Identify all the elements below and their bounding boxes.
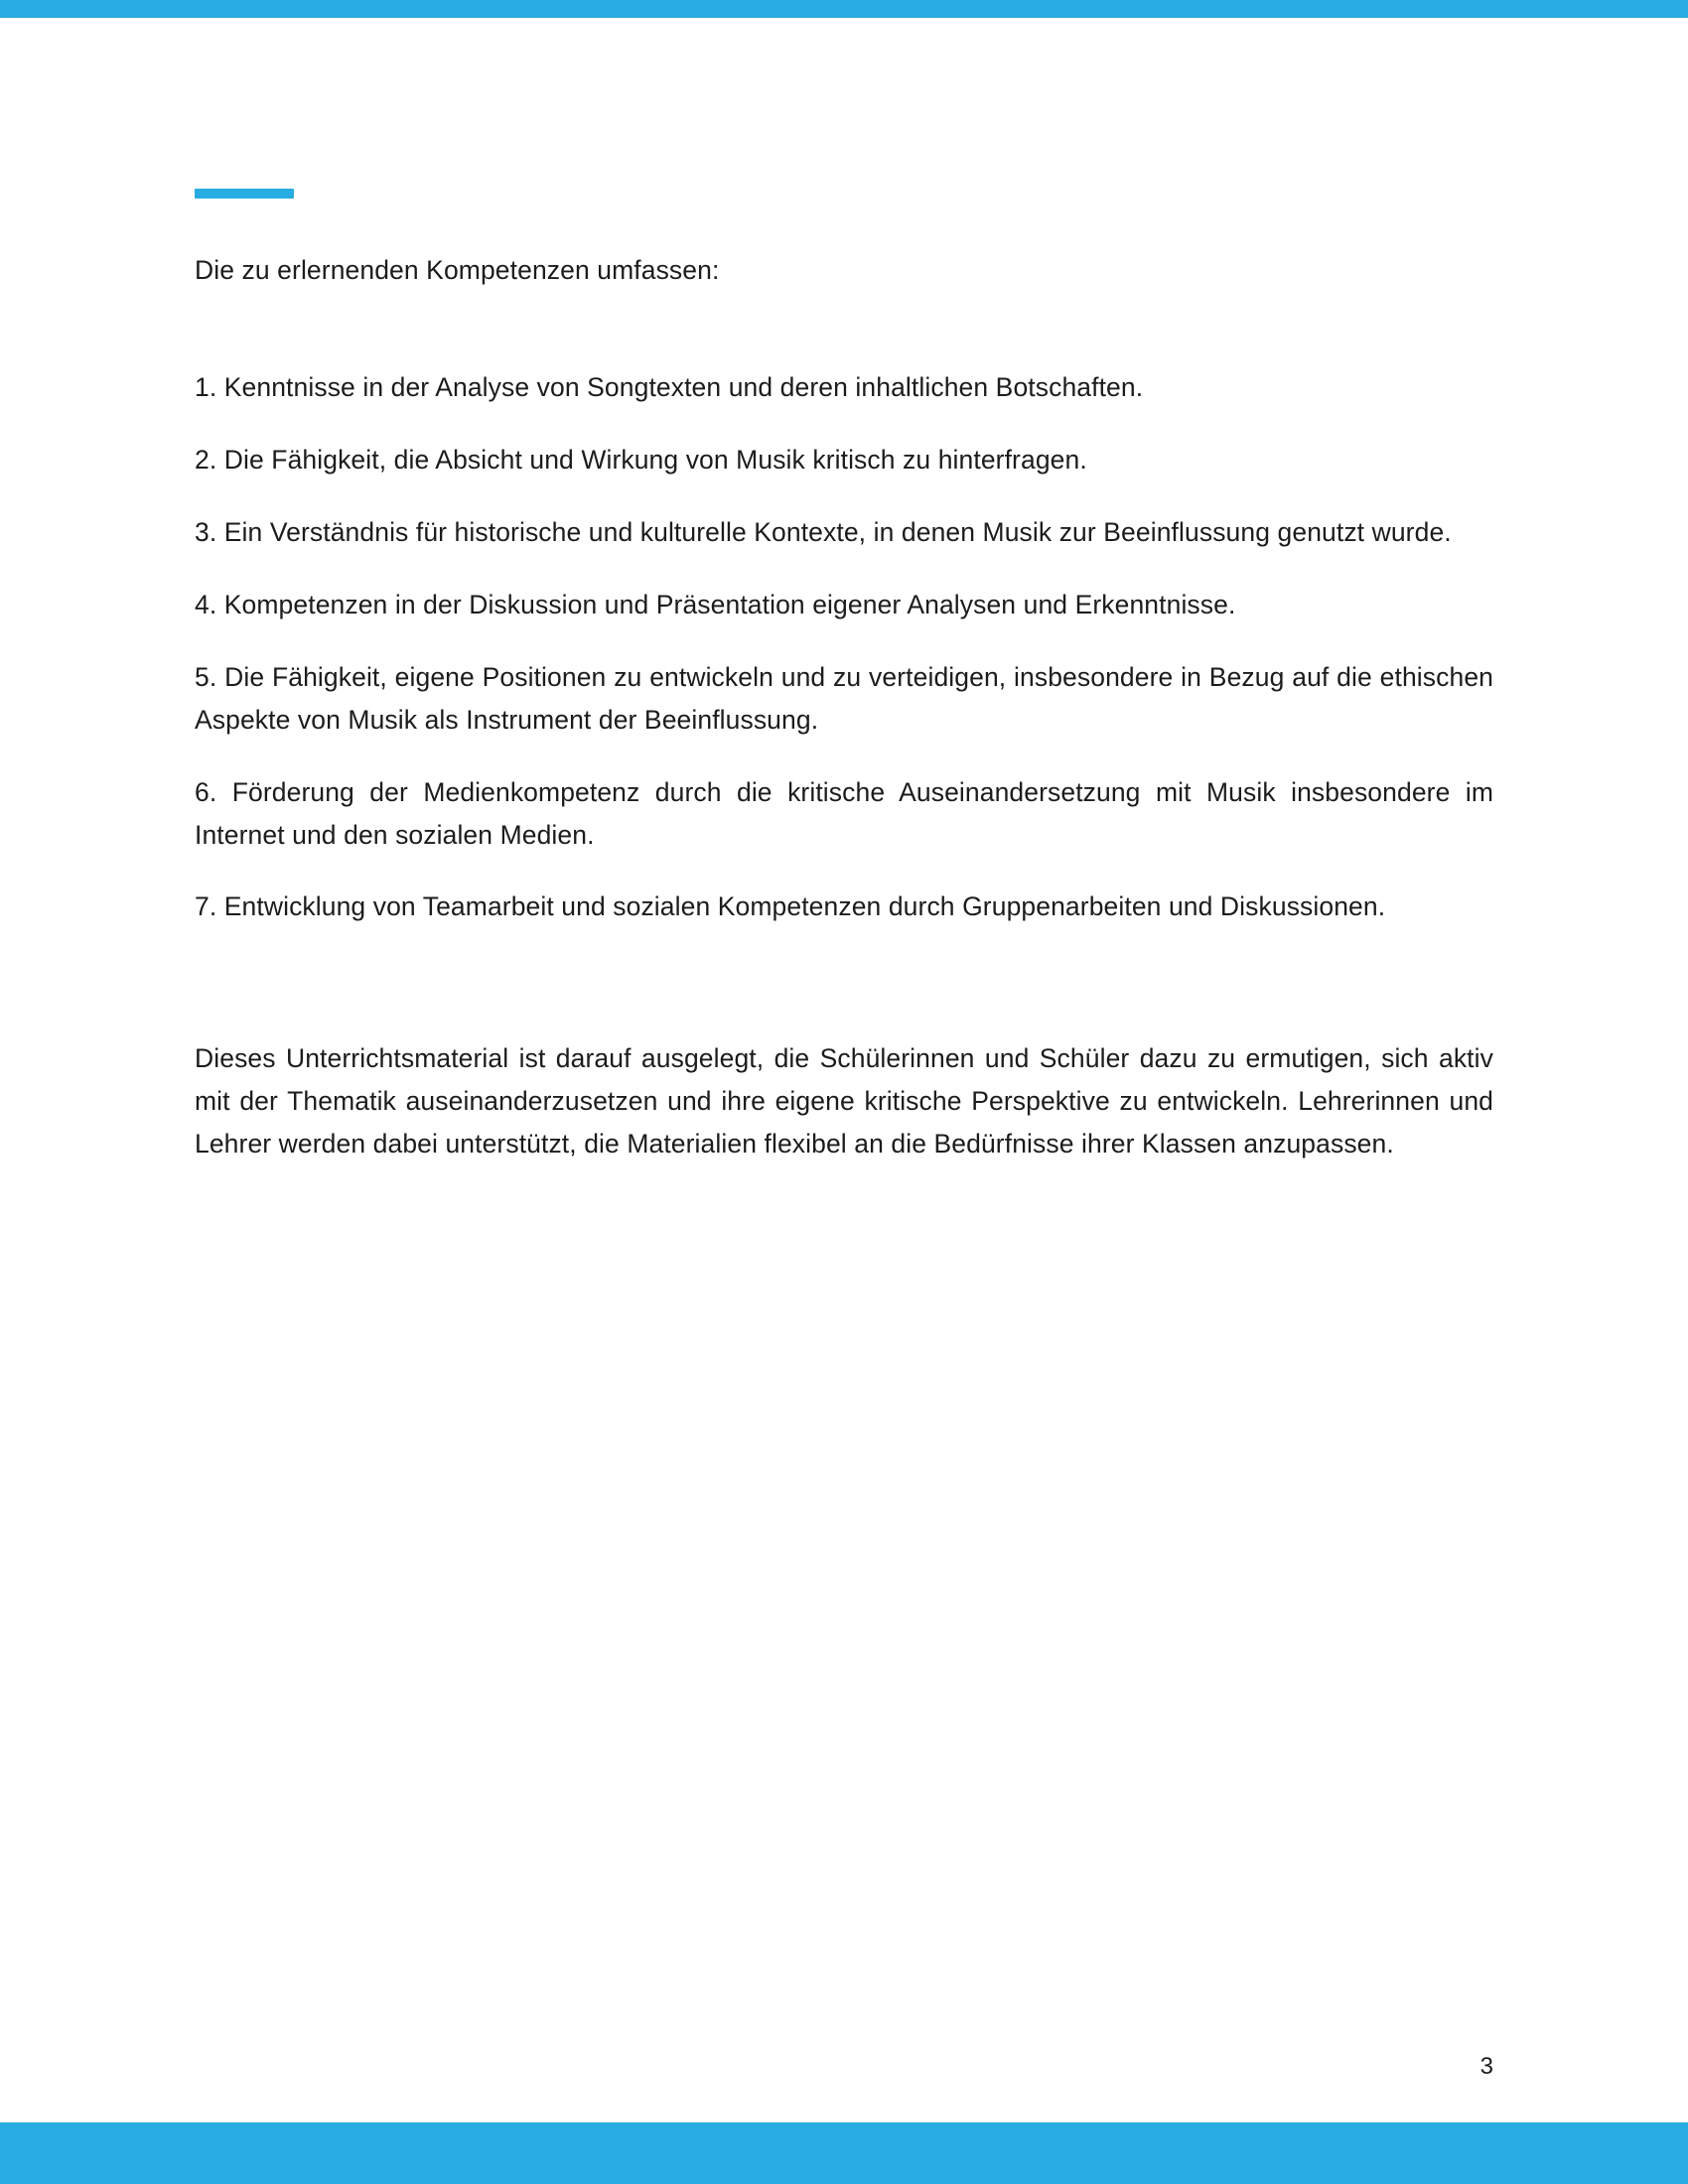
top-accent-bar [0,0,1688,18]
bottom-accent-bar [0,2122,1688,2184]
content-column [195,18,1493,2122]
list-item: 5. Die Fähigkeit, eigene Positionen zu entwickeln und zu verteidigen, insbesondere in Bezug auf die ethischen Aspekte von Musik als Instrument der Beeinflussung. [195,661,1493,735]
competency-list [195,366,1493,928]
lead-paragraph: Die zu erlernenden Kompetenzen umfassen: [195,255,720,285]
closing-paragraph: Dieses Unterrichtsmaterial ist darauf ausgelegt, die Schülerinnen und Schüler dazu zu ermutigen, sich aktiv mit der Thematik auseinanderzusetzen und ihre eigene kritische Perspektive zu entwickeln. Lehrerinnen und Lehrer werden dabei unterstützt, die Materialien flexibel an die Bedürfnisse ihrer Klassen anzupassen. [195,1043,1493,1160]
list-item: 2. Die Fähigkeit, die Absicht und Wirkung von Musik kritisch zu hinterfragen. [195,444,1087,475]
section-accent-rule [195,189,294,199]
list-item: 7. Entwicklung von Teamarbeit und sozialen Kompetenzen durch Gruppenarbeiten und Diskussionen. [195,891,1386,922]
page-number: 3 [1479,2053,1493,2080]
list-item: 3. Ein Verständnis für historische und kulturelle Kontexte, in denen Musik zur Beeinflussung genutzt wurde. [195,516,1452,547]
list-item: 6. Förderung der Medienkompetenz durch die kritische Auseinandersetzung mit Musik insbesondere im Internet und den sozialen Medien. [195,776,1493,850]
page-content [0,18,1688,2122]
list-item: 1. Kenntnisse in der Analyse von Songtexten und deren inhaltlichen Botschaften. [195,372,1144,403]
list-item: 4. Kompetenzen in der Diskussion und Präsentation eigener Analysen und Erkenntnisse. [195,589,1236,619]
